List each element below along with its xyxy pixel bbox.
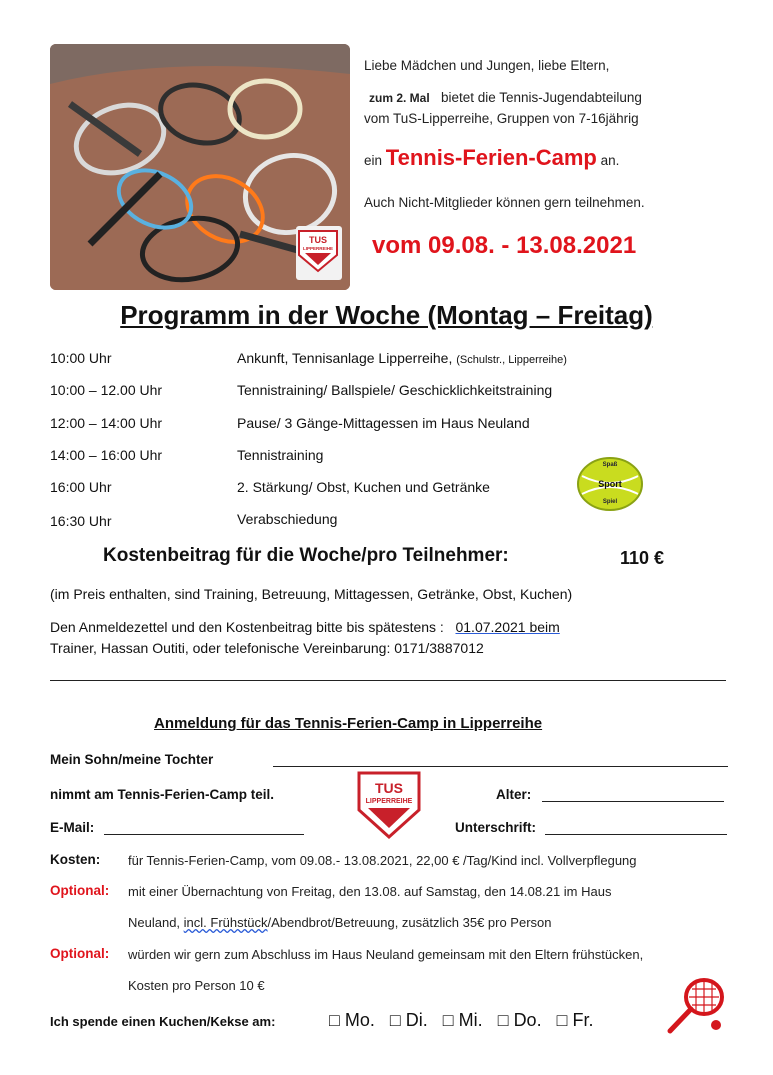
deadline-line <box>50 619 560 635</box>
camp-pre: ein <box>364 153 383 168</box>
schedule-activity: Tennistraining <box>237 447 324 463</box>
tus-logo-small <box>297 229 339 273</box>
checkbox-mi[interactable]: □ Mi. <box>442 1010 483 1030</box>
camp-line <box>364 145 619 171</box>
cost-amount: 110 € <box>620 548 665 568</box>
camp-name: Tennis-Ferien-Camp <box>385 145 597 170</box>
schedule-time: 10:00 Uhr <box>50 350 112 366</box>
age-field[interactable] <box>542 789 724 802</box>
day-label: Mo. <box>344 1010 375 1030</box>
ball-text-bottom: Spiel <box>602 499 618 505</box>
logo-small-subtext: LIPPERREIHE <box>302 246 333 251</box>
age-label: Alter: <box>496 787 532 802</box>
day-label: Do. <box>513 1010 542 1030</box>
ball-text-top: Spaß <box>602 462 618 468</box>
day-label: Mi. <box>458 1010 483 1030</box>
optional-2-line-1: würden wir gern zum Abschluss im Haus Neuland gemeinsam mit den Eltern frühstücken, <box>128 947 644 962</box>
ball-text-mid: Sport <box>598 479 622 489</box>
separator-line <box>50 680 726 681</box>
schedule-activity: Verabschiedung <box>237 511 338 527</box>
tus-logo <box>356 770 422 840</box>
day-label: Di. <box>405 1010 428 1030</box>
checkbox-di[interactable]: □ Di. <box>389 1010 428 1030</box>
cake-label: Ich spende einen Kuchen/Kekse am: <box>50 1014 276 1029</box>
schedule-time: 12:00 – 14:00 Uhr <box>50 415 163 431</box>
program-title: Programm in der Woche (Montag – Freitag) <box>120 300 653 330</box>
optional-1-line-1: mit einer Übernachtung von Freitag, den 13.08. auf Samstag, den 14.08.21 im Haus <box>128 884 612 899</box>
checkbox-do[interactable]: □ Do. <box>497 1010 542 1030</box>
schedule-time: 14:00 – 16:00 Uhr <box>50 447 163 463</box>
camp-post: an. <box>600 153 620 168</box>
day-checkboxes <box>329 1010 593 1031</box>
camp-dates: vom 09.08. - 13.08.2021 <box>372 232 637 259</box>
email-field[interactable] <box>104 822 304 835</box>
deadline-pre: Den Anmeldezettel und den Kostenbeitrag bitte bis spätestens : <box>50 619 444 635</box>
email-label: E-Mail: <box>50 820 95 835</box>
costs-label: Kosten: <box>50 852 101 867</box>
participates-text: nimmt am Tennis-Ferien-Camp teil. <box>50 787 275 802</box>
opt1-text-b: incl. Frühstück <box>183 915 268 930</box>
schedule-activity: 2. Stärkung/ Obst, Kuchen und Getränke <box>237 479 490 495</box>
intro-line-2-rest: bietet die Tennis-Jugendabteilung <box>440 90 642 105</box>
schedule-activity: Pause/ 3 Gänge-Mittagessen im Haus Neuland <box>237 415 530 431</box>
schedule-activity <box>237 350 567 366</box>
child-name-field[interactable] <box>273 754 728 767</box>
optional-2-line-2: Kosten pro Person 10 € <box>128 978 265 993</box>
costs-text: für Tennis-Ferien-Camp, vom 09.08.- 13.08.2021, 22,00 € /Tag/Kind incl. Vollverpflegung <box>128 853 637 868</box>
checkbox-mo[interactable]: □ Mo. <box>329 1010 375 1030</box>
activity-note: (Schulstr., Lipperreihe) <box>456 354 567 366</box>
greeting: Liebe Mädchen und Jungen, liebe Eltern, <box>364 58 610 73</box>
optional-label-2: Optional: <box>50 946 110 961</box>
logo-text: TUS <box>375 780 403 796</box>
activity-text: Ankunft, Tennisanlage Lipperreihe, <box>237 350 453 366</box>
opt1-text-a: Neuland, <box>128 915 181 930</box>
logo-small-text: TUS <box>309 235 327 245</box>
tennis-ball-icon <box>576 456 644 512</box>
intro-line-2 <box>369 90 642 105</box>
schedule-activity: Tennistraining/ Ballspiele/ Geschicklichkeitstraining <box>237 382 553 398</box>
schedule-time: 16:30 Uhr <box>50 513 112 529</box>
deadline-line-2: Trainer, Hassan Outiti, oder telefonische Vereinbarung: 0171/3887012 <box>50 640 484 656</box>
deadline-date: 01.07.2021 beim <box>455 619 560 635</box>
intro-line-3: vom TuS-Lipperreihe, Gruppen von 7-16jährig <box>364 111 639 126</box>
checkbox-fr[interactable]: □ Fr. <box>556 1010 594 1030</box>
logo-subtext: LIPPERREIHE <box>365 798 413 805</box>
opt1-text-c: /Abendbrot/Betreuung, zusätzlich 35€ pro Person <box>267 915 552 930</box>
signature-field[interactable] <box>545 822 727 835</box>
tennis-racket-icon <box>662 975 730 1037</box>
signature-label: Unterschrift: <box>455 820 537 835</box>
form-title: Anmeldung für das Tennis-Ferien-Camp in Lipperreihe <box>154 715 543 732</box>
non-members: Auch Nicht-Mitglieder können gern teilnehmen. <box>364 195 645 210</box>
child-label: Mein Sohn/meine Tochter <box>50 752 214 767</box>
optional-label: Optional: <box>50 883 110 898</box>
cost-label: Kostenbeitrag für die Woche/pro Teilnehmer: <box>103 545 509 566</box>
schedule-time: 10:00 – 12.00 Uhr <box>50 382 163 398</box>
times-bold: zum 2. Mal <box>369 91 430 105</box>
cost-included: (im Preis enthalten, sind Training, Betreuung, Mittagessen, Getränke, Obst, Kuchen) <box>50 586 573 602</box>
optional-1-line-2 <box>128 915 552 930</box>
day-label: Fr. <box>572 1010 594 1030</box>
schedule-time: 16:00 Uhr <box>50 479 112 495</box>
